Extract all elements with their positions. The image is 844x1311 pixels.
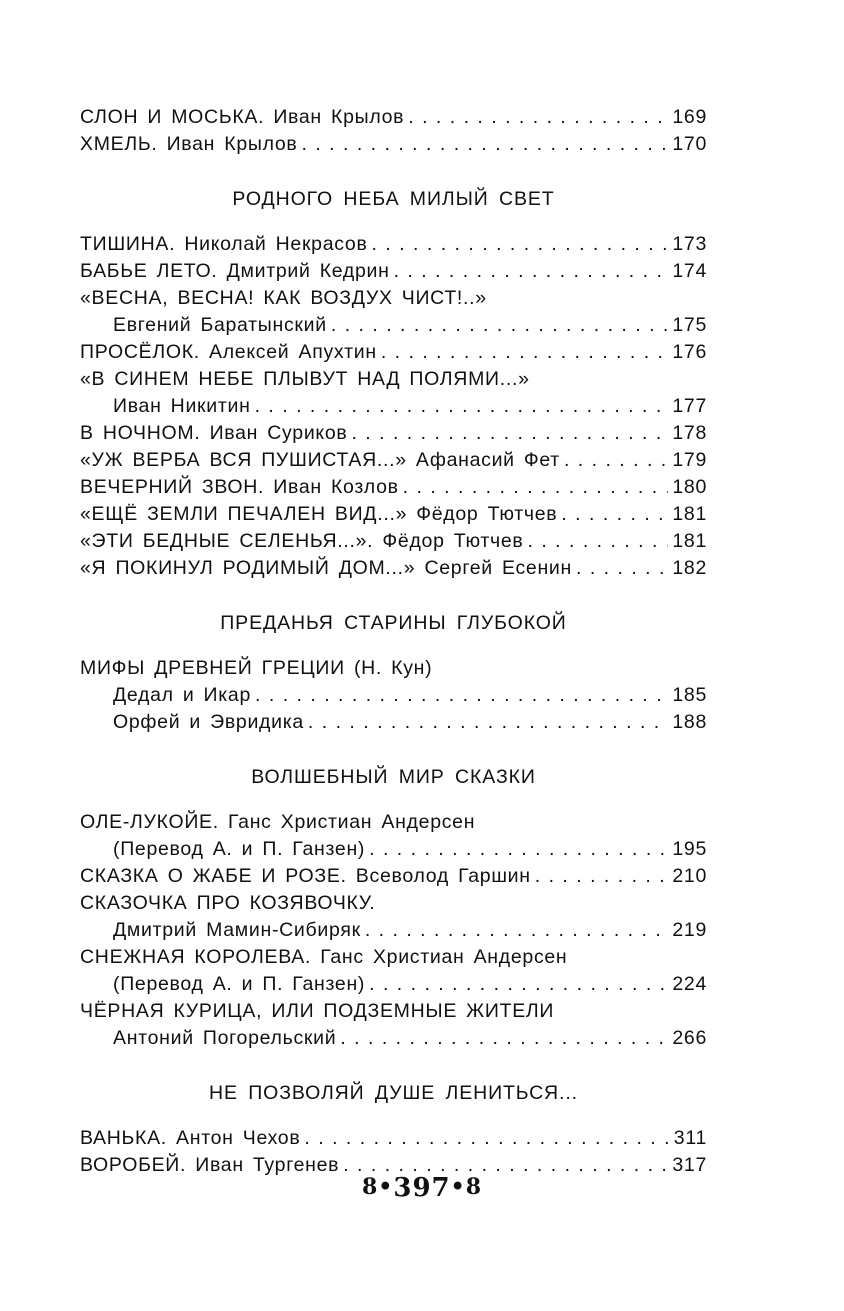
entry-title: СНЕЖНАЯ КОРОЛЕВА. Ганс Христиан Андерсен [80, 946, 568, 968]
entry-title: СКАЗОЧКА ПРО КОЗЯВОЧКУ. [80, 892, 376, 914]
dot-leader [340, 1027, 668, 1050]
entry-title: ПРОСЁЛОК. Алексей Апухтин [80, 341, 377, 363]
page-ref: 188 [672, 711, 707, 733]
dot-leader [302, 133, 669, 156]
toc-entry [80, 1000, 707, 1027]
toc-entry [80, 1127, 707, 1154]
page-ref: 179 [672, 449, 707, 471]
dot-leader [381, 341, 669, 364]
section-heading: РОДНОГО НЕБА МИЛЫЙ СВЕТ [232, 188, 555, 210]
toc-entry [80, 449, 707, 476]
entry-title: ОЛЕ-ЛУКОЙЕ. Ганс Христиан Андерсен [80, 811, 476, 833]
entry-title: ХМЕЛЬ. Иван Крылов [80, 133, 298, 155]
left-ornament-icon: 8• [361, 1174, 394, 1200]
toc-entry-continuation [80, 314, 707, 341]
page-ref: 175 [672, 314, 707, 336]
section-heading: ПРЕДАНЬЯ СТАРИНЫ ГЛУБОКОЙ [220, 612, 567, 634]
entry-title: МИФЫ ДРЕВНЕЙ ГРЕЦИИ (Н. Кун) [80, 657, 433, 679]
entry-title: СКАЗКА О ЖАБЕ И РОЗЕ. Всеволод Гаршин [80, 865, 531, 887]
dot-leader [365, 919, 669, 942]
right-ornament-icon: •8 [450, 1174, 483, 1200]
entry-title: Орфей и Эвридика [113, 711, 304, 733]
page-ref: 181 [672, 503, 707, 525]
dot-leader [564, 449, 668, 472]
entry-title: «В СИНЕМ НЕБЕ ПЛЫВУТ НАД ПОЛЯМИ...» [80, 368, 530, 390]
page-ref: 176 [672, 341, 707, 363]
page-ref: 195 [672, 838, 707, 860]
toc-entry [80, 133, 707, 160]
toc-entry-continuation [80, 838, 707, 865]
toc-entry [80, 865, 707, 892]
page-ref: 181 [672, 530, 707, 552]
page-number-value: 397 [393, 1173, 451, 1203]
entry-title: Иван Никитин [113, 395, 251, 417]
dot-leader [255, 684, 668, 707]
entry-title: В НОЧНОМ. Иван Суриков [80, 422, 348, 444]
toc-entry [80, 476, 707, 503]
dot-leader [331, 314, 669, 337]
page-number [0, 1173, 844, 1203]
section-heading: ВОЛШЕБНЫЙ МИР СКАЗКИ [251, 766, 536, 788]
dot-leader [528, 530, 669, 553]
toc-entry [80, 892, 707, 919]
toc-entry [80, 106, 707, 133]
dot-leader [351, 422, 668, 445]
table-of-contents [80, 106, 707, 1181]
dot-leader [576, 557, 668, 580]
dot-leader [369, 838, 668, 861]
entry-title: Дедал и Икар [113, 684, 252, 706]
page-ref: 173 [672, 233, 707, 255]
toc-entry [80, 260, 707, 287]
toc-entry [80, 233, 707, 260]
dot-leader [369, 973, 668, 996]
toc-entry [80, 368, 707, 395]
page-ref: 266 [672, 1027, 707, 1049]
page-ref: 219 [672, 919, 707, 941]
dot-leader [561, 503, 668, 526]
page-ref: 174 [672, 260, 707, 282]
page-ref: 170 [672, 133, 707, 155]
page-ref: 178 [672, 422, 707, 444]
dot-leader [403, 476, 669, 499]
toc-entry-continuation [80, 395, 707, 422]
entry-title: ВЕЧЕРНИЙ ЗВОН. Иван Козлов [80, 476, 399, 498]
entry-title: «ВЕСНА, ВЕСНА! КАК ВОЗДУХ ЧИСТ!..» [80, 287, 487, 309]
toc-entry-continuation [80, 1027, 707, 1054]
section-heading: НЕ ПОЗВОЛЯЙ ДУШЕ ЛЕНИТЬСЯ... [209, 1082, 578, 1104]
toc-entry [80, 422, 707, 449]
page-ref: 224 [672, 973, 707, 995]
page-ref: 182 [672, 557, 707, 579]
entry-title: ВОРОБЕЙ. Иван Тургенев [80, 1154, 340, 1176]
toc-entry [80, 530, 707, 557]
page-ref: 210 [672, 865, 707, 887]
toc-entry [80, 503, 707, 530]
entry-title: «УЖ ВЕРБА ВСЯ ПУШИСТАЯ...» Афанасий Фет [80, 449, 560, 471]
entry-title: (Перевод А. и П. Ганзен) [113, 838, 366, 860]
toc-entry [80, 341, 707, 368]
entry-title: ВАНЬКА. Антон Чехов [80, 1127, 301, 1149]
page-ref: 185 [672, 684, 707, 706]
toc-entry-continuation [80, 919, 707, 946]
entry-title: «ЕЩЁ ЗЕМЛИ ПЕЧАЛЕН ВИД...» Фёдор Тютчев [80, 503, 558, 525]
page-ref: 311 [673, 1127, 707, 1149]
toc-entry [80, 946, 707, 973]
entry-title: «ЭТИ БЕДНЫЕ СЕЛЕНЬЯ...». Фёдор Тютчев [80, 530, 524, 552]
entry-title: ТИШИНА. Николай Некрасов [80, 233, 368, 255]
dot-leader [394, 260, 669, 283]
dot-leader [308, 711, 668, 734]
dot-leader [408, 106, 668, 129]
entry-title: ЧЁРНАЯ КУРИЦА, ИЛИ ПОДЗЕМНЫЕ ЖИТЕЛИ [80, 1000, 555, 1022]
toc-entry [80, 557, 707, 584]
toc-entry [80, 811, 707, 838]
entry-title: «Я ПОКИНУЛ РОДИМЫЙ ДОМ...» Сергей Есенин [80, 557, 572, 579]
dot-leader [372, 233, 669, 256]
entry-title: Дмитрий Мамин-Сибиряк [113, 919, 361, 941]
dot-leader [535, 865, 669, 888]
page-ref: 169 [672, 106, 707, 128]
toc-entry-continuation [80, 684, 707, 711]
toc-entry [80, 287, 707, 314]
entry-title: БАБЬЕ ЛЕТО. Дмитрий Кедрин [80, 260, 390, 282]
page-ref: 180 [672, 476, 707, 498]
entry-title: Евгений Баратынский [113, 314, 327, 336]
entry-title: Антоний Погорельский [113, 1027, 337, 1049]
dot-leader [255, 395, 669, 418]
page-ref: 177 [672, 395, 707, 417]
page-ref: 317 [672, 1154, 707, 1176]
toc-entry-continuation [80, 711, 707, 738]
entry-title: СЛОН И МОСЬКА. Иван Крылов [80, 106, 405, 128]
toc-entry-continuation [80, 973, 707, 1000]
entry-title: (Перевод А. и П. Ганзен) [113, 973, 366, 995]
toc-entry [80, 657, 707, 684]
dot-leader [304, 1127, 669, 1150]
